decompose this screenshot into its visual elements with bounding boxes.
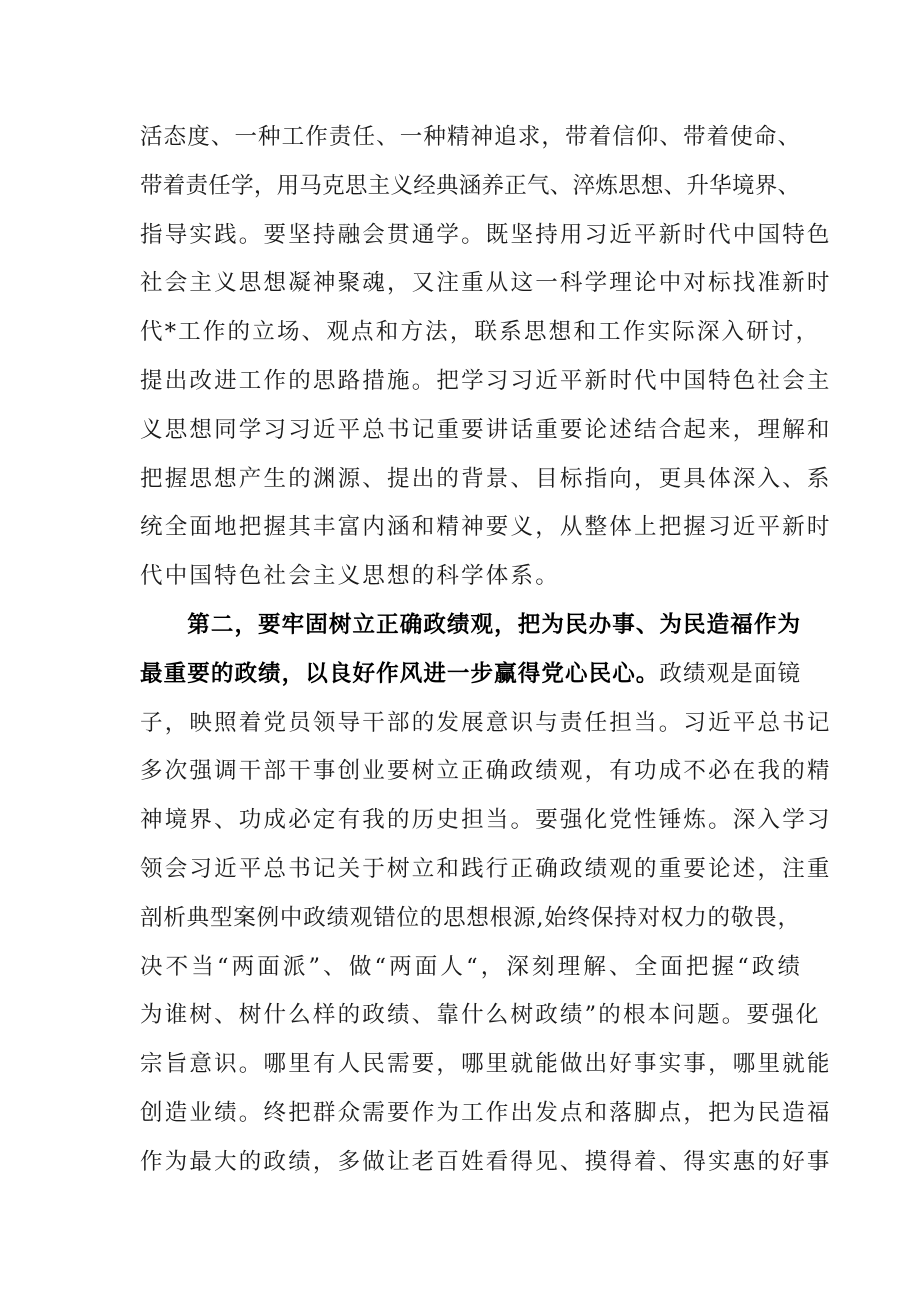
text-line-content: 作为最大的政绩，多做让老百姓看得见、摸得着、得实惠的好事 <box>140 1148 832 1175</box>
text-line-content: 社会主义思想凝神聚魂，又注重从这一科学理论中对标找准新时 <box>140 270 832 297</box>
text-line <box>140 845 832 894</box>
text-line <box>140 943 800 992</box>
text-line <box>140 747 832 796</box>
text-line <box>140 162 800 211</box>
text-line-content: 活态度、一种工作责任、一种精神追求，带着信仰、带着使命、 <box>140 124 800 150</box>
text-line <box>140 503 832 552</box>
text-line <box>140 455 832 504</box>
text-line-content: 带着责任学，用马克思主义经典涵养正气、淬炼思想、升华境界、 <box>140 172 800 199</box>
text-line <box>140 259 832 308</box>
text-line <box>140 699 832 748</box>
text-line-content: 政绩观是面镜 <box>659 660 800 687</box>
text-line-content: 为谁树、树什么样的政绩、靠什么树政绩”的根本问题。要强化 <box>140 1002 821 1029</box>
document-body <box>140 113 832 1187</box>
text-line-content: 多次强调干部干事创业要树立正确政绩观，有功成不必在我的精 <box>140 758 832 785</box>
text-line <box>140 796 832 845</box>
text-line-content: 代中国特色社会主义思想的科学体系。 <box>140 563 560 590</box>
text-line-content: 创造业绩。终把群众需要作为工作出发点和落脚点，把为民造福 <box>140 1099 832 1126</box>
text-line-content: 神境界、功成必定有我的历史担当。要强化党性锤炼。深入学习 <box>140 807 832 834</box>
text-line-content: 决不当“两面派”、做“两面人“，深刻理解、全面把握“政绩 <box>140 953 800 980</box>
section-heading-line <box>140 650 800 699</box>
text-line <box>140 357 832 406</box>
text-line <box>140 894 800 943</box>
text-line-content: 把握思想产生的渊源、提出的背景、目标指向，更具体深入、系 <box>140 465 832 492</box>
text-line-content: 领会习近平总书记关于树立和践行正确政绩观的重要论述，注重 <box>140 855 832 882</box>
text-line <box>140 308 821 357</box>
text-line-content: 宗旨意识。哪里有人民需要，哪里就能做出好事实事，哪里就能 <box>140 1051 832 1078</box>
text-line <box>140 211 832 260</box>
text-line <box>140 1138 832 1187</box>
text-line-content: 义思想同学习习近平总书记重要讲话重要论述结合起来，理解和 <box>140 416 832 443</box>
text-line-content: 统全面地把握其丰富内涵和精神要义，从整体上把握习近平新时 <box>140 514 832 541</box>
section-heading-bold: 第二，要牢固树立正确政绩观，把为民办事、为民造福作为 <box>140 611 800 638</box>
section-heading-bold: 最重要的政绩，以良好作风进一步赢得党心民心。 <box>140 660 660 687</box>
text-line <box>140 1040 832 1089</box>
text-line-content: 提出改进工作的思路措施。把学习习近平新时代中国特色社会主 <box>140 367 832 394</box>
text-line <box>140 1089 832 1138</box>
text-line-content: 子，映照着党员领导干部的发展意识与责任担当。习近平总书记 <box>140 709 832 736</box>
text-line-content: 指导实践。要坚持融会贯通学。既坚持用习近平新时代中国特色 <box>140 221 832 248</box>
section-heading-line <box>140 601 800 650</box>
text-line-content: 代*工作的立场、观点和方法，联系思想和工作实际深入研讨， <box>140 319 821 346</box>
text-line <box>140 406 832 455</box>
text-line <box>140 552 800 601</box>
text-line <box>140 991 821 1040</box>
text-line <box>140 113 800 162</box>
text-line-content: 剖析典型案例中政绩观错位的思想根源,始终保持对权力的敬畏， <box>140 904 800 931</box>
